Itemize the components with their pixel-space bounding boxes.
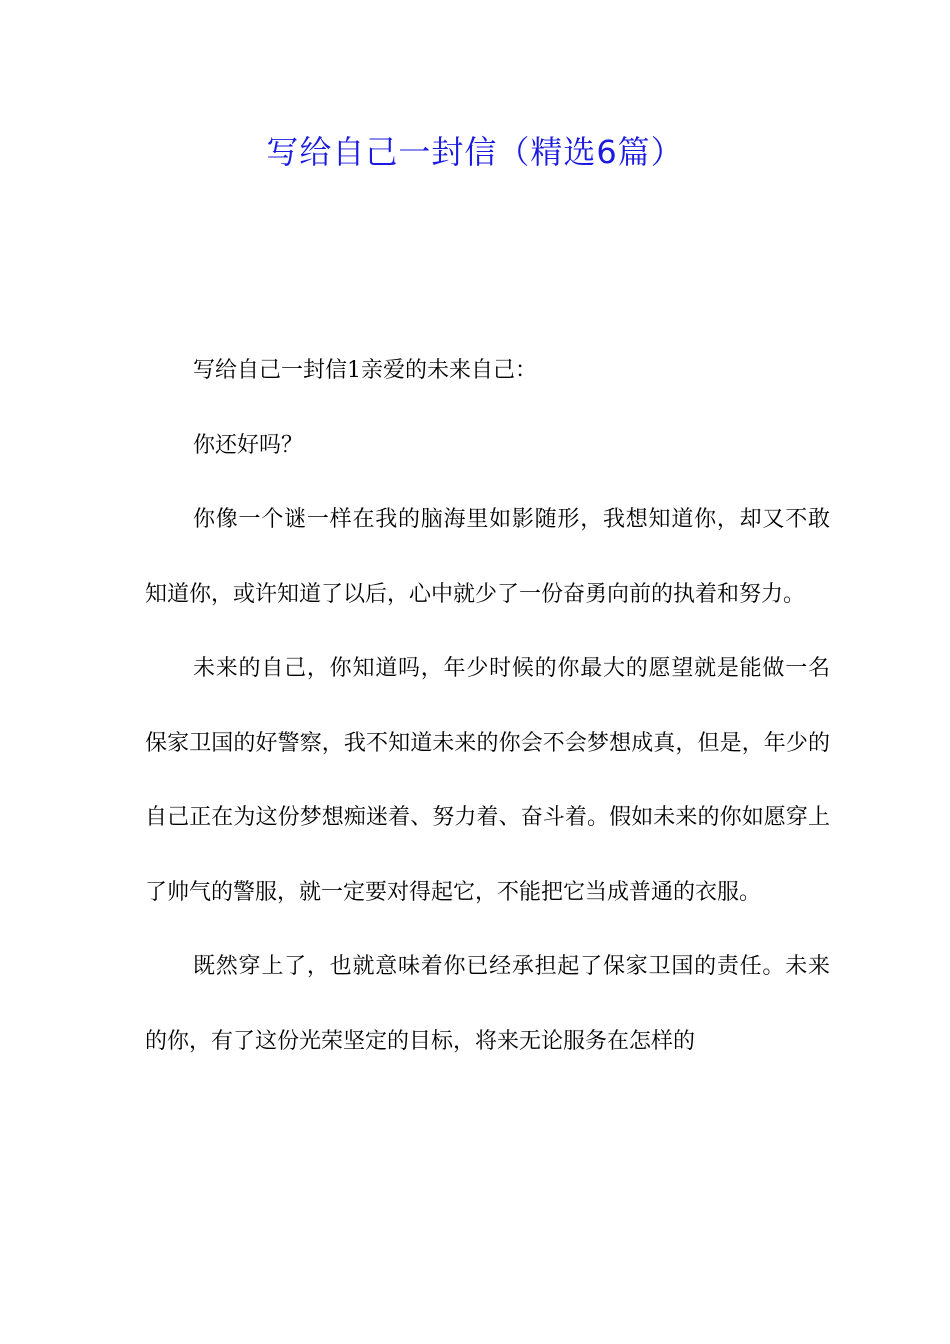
paragraph-greeting: 你还好吗？ — [193, 432, 304, 458]
paragraph-3: 既然穿上了，也就意味着你已经承担起了保家卫国的责任。未来的你，有了这份光荣坚定的目标，将来无论服务在怎样的 — [145, 954, 830, 1054]
paragraph-1: 你像一个谜一样在我的脑海里如影随形，我想知道你，却又不敢知道你，或许知道了以后，心中就少了一份奋勇向前的执着和努力。 — [145, 507, 830, 607]
paragraph-salutation: 写给自己一封信1亲爱的未来自己： — [193, 358, 537, 383]
paragraph-2: 未来的自己，你知道吗，年少时候的你最大的愿望就是能做一名保家卫国的好警察，我不知道未来的你会不会梦想成真，但是，年少的自己正在为这份梦想痴迷着、努力着、奋斗着。假如未来的你如愿穿上了帅气的警服，就一定要对得起它，不能把它当成普通的衣服。 — [145, 656, 830, 905]
document-body — [145, 334, 830, 1079]
document-title: 写给自己一封信（精选6篇） — [266, 133, 684, 171]
